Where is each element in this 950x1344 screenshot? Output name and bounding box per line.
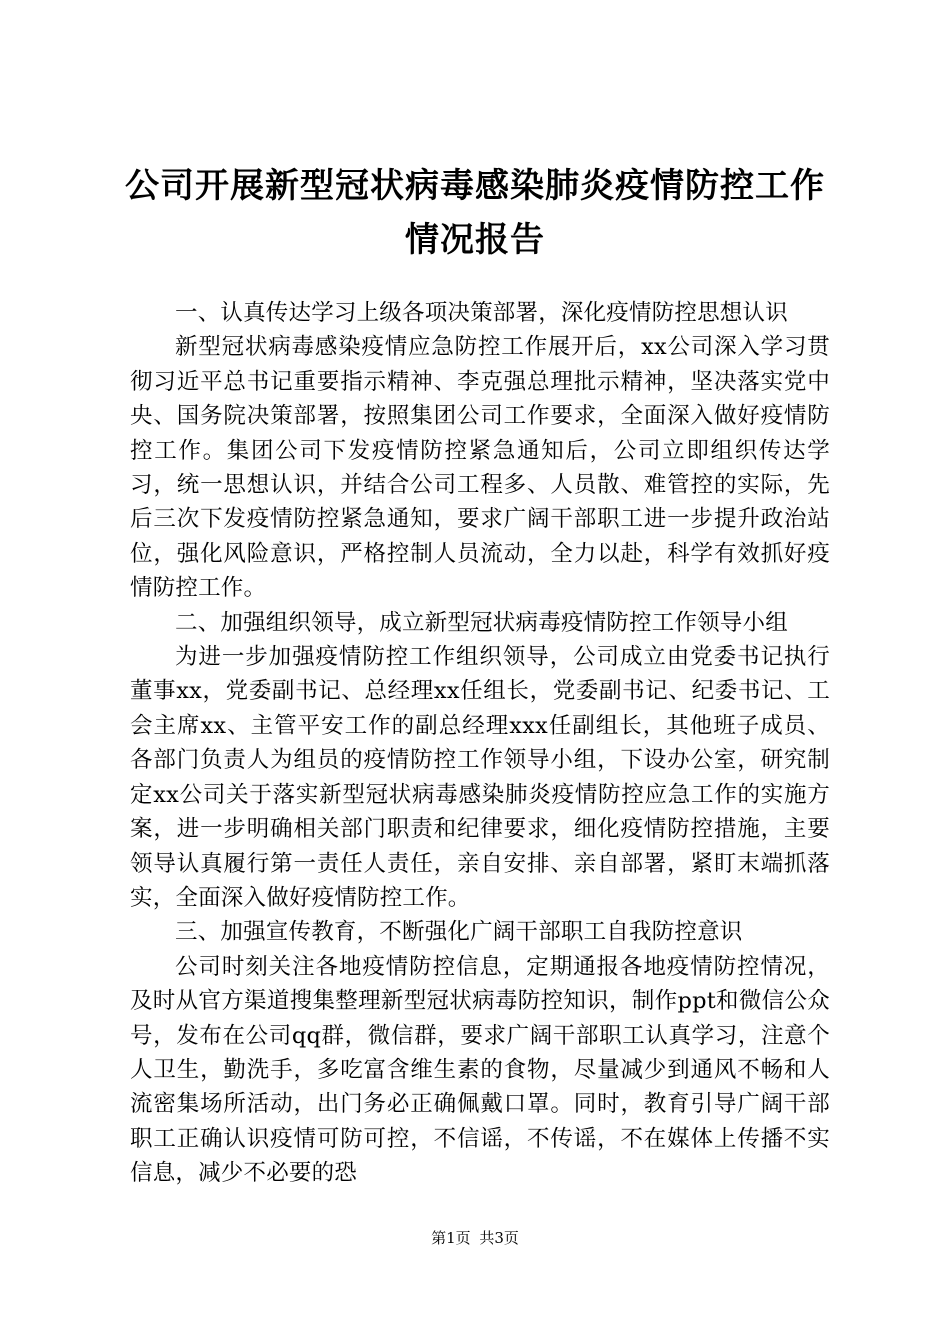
- section-heading-1: 一、认真传达学习上级各项决策部署，深化疫情防控思想认识: [175, 300, 788, 326]
- document-title-line-2: 情况报告: [405, 220, 545, 260]
- section-heading-2: 二、加强组织领导，成立新型冠状病毒疫情防控工作领导小组: [175, 609, 788, 636]
- page-footer: [0, 1228, 950, 1248]
- document-title-line-1: 公司开展新型冠状病毒感染肺炎疫情防控工作: [125, 166, 825, 206]
- document-body: [130, 296, 830, 1191]
- paragraph-2: 为进一步加强疫情防控工作组织领导，公司成立由党委书记执行董事xx，党委副书记、总经理xx任组长，党委副书记、纪委书记、工会主席xx、主管平安工作的副总经理xxx任副组长，其他班子成员、各部门负责人为组员的疫情防控工作领导小组，下设办公室，研究制定xx公司关于落实新型冠状病毒感染肺炎疫情防控应急工作的实施方案，进一步明确相关部门职责和纪律要求，细化疫情防控措施，主要领导认真履行第一责任人责任，亲自安排、亲自部署，紧盯末端抓落实，全面深入做好疫情防控工作。: [130, 644, 830, 911]
- section-heading-3: 三、加强宣传教育，不断强化广阔干部职工自我防控意识: [175, 919, 743, 946]
- page-number: 第1页: [431, 1229, 471, 1247]
- paragraph-3: 公司时刻关注各地疫情防控信息，定期通报各地疫情防控情况，及时从官方渠道搜集整理新型冠状病毒防控知识，制作ppt和微信公众号，发布在公司qq群，微信群，要求广阔干部职工认真学习，注意个人卫生，勤洗手，多吃富含维生素的食物，尽量减少到通风不畅和人流密集场所活动，出门务必正确佩戴口罩。同时，教育引导广阔干部职工正确认识疫情可防可控，不信谣，不传谣，不在媒体上传播不实信息，减少不必要的恐: [130, 953, 830, 1187]
- page-total: 共3页: [479, 1229, 519, 1247]
- paragraph-1: 新型冠状病毒感染疫情应急防控工作展开后，xx公司深入学习贯彻习近平总书记重要指示精神、李克强总理批示精神，坚决落实党中央、国务院决策部署，按照集团公司工作要求，全面深入做好疫情防控工作。集团公司下发疫情防控紧急通知后，公司立即组织传达学习，统一思想认识，并结合公司工程多、人员散、难管控的实际，先后三次下发疫情防控紧急通知，要求广阔干部职工进一步提升政治站位，强化风险意识，严格控制人员流动，全力以赴，科学有效抓好疫情防控工作。: [130, 334, 830, 602]
